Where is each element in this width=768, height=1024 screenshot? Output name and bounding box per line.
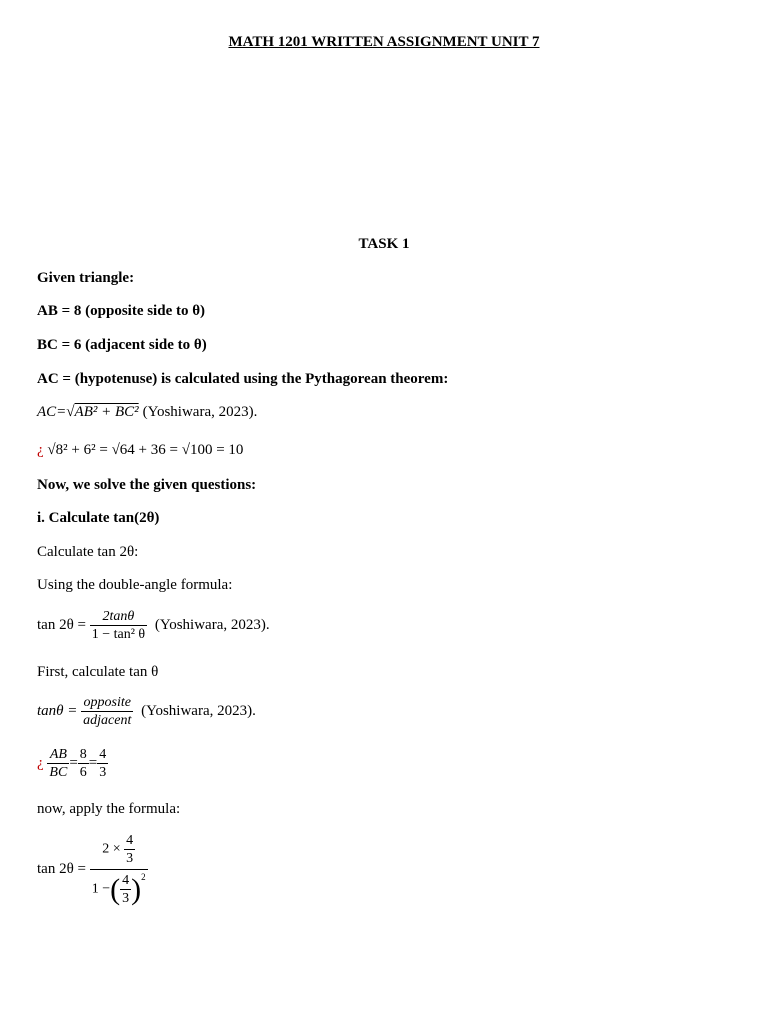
citation: (Yoshiwara, 2023). [142,404,258,420]
right-paren: ) [131,872,142,906]
applied-den-fraction [120,872,131,907]
ab-line: AB = 8 (opposite side to θ) [37,303,206,319]
tan-lhs: tanθ = [37,702,78,719]
double-angle-denominator: 1 − tan² θ [91,627,146,642]
eval-marker: ¿ [37,754,44,771]
ac-line: AC = (hypotenuse) is calculated using the Pythagorean theorem: [37,371,449,387]
tan-denominator: adjacent [83,713,132,728]
double-angle-formula [37,608,270,643]
given-label: Given triangle: [37,270,135,286]
pythagorean-lhs: AC= [37,404,67,420]
pythagorean-evaluation [37,442,243,459]
question-1-heading: i. Calculate tan(2θ) [37,510,160,526]
applied-main-fraction [90,832,148,907]
ratio-numerator: 4 [99,747,107,762]
double-angle-fraction [90,608,147,643]
applied-num-frac-numerator: 4 [126,833,134,848]
applied-lhs: tan 2θ = [37,861,86,877]
pythagorean-radicand: AB² + BC² [74,404,139,420]
left-paren: ( [110,872,121,906]
ratio-denominator: 3 [99,765,107,780]
ratio-evaluation [37,746,108,781]
applied-den-prefix: 1 − [91,881,111,897]
applied-num-prefix: 2 × [102,841,121,857]
document-title: MATH 1201 WRITTEN ASSIGNMENT UNIT 7 [228,34,540,50]
ratio-denominator: BC [49,765,68,780]
solve-heading: Now, we solve the given questions: [37,477,257,493]
apply-formula-line: now, apply the formula: [37,801,181,817]
ratio-numerator: AB [47,746,69,764]
pythagorean-formula [37,404,257,421]
applied-num-fraction [124,832,135,867]
ratio-fraction-8-6 [78,746,89,781]
double-angle-intro: Using the double-angle formula: [37,577,233,593]
tan-definition-formula [37,694,256,729]
tan-numerator: opposite [81,694,133,712]
applied-num-frac-denominator: 3 [126,851,134,866]
task-heading: TASK 1 [358,236,410,252]
tan-fraction [81,694,133,729]
pythagorean-eval-text: √8² + 6² = √64 + 36 = √100 = 10 [47,442,244,458]
eval-marker: ¿ [37,442,44,458]
applied-den-exponent: 2 [141,872,146,882]
ratio-fraction-ab-bc [47,746,69,781]
applied-den-frac-numerator: 4 [122,873,130,888]
applied-formula [37,832,148,907]
first-calc-line: First, calculate tan θ [37,664,159,680]
ratio-fraction-4-3 [97,746,108,781]
double-angle-numerator: 2tanθ [90,608,147,626]
ratio-denominator: 6 [79,765,87,780]
applied-denominator [90,870,148,907]
equals-sign: = [88,754,98,771]
bc-line: BC = 6 (adjacent side to θ) [37,337,207,353]
equals-sign: = [69,754,78,771]
applied-numerator [90,832,148,870]
citation: (Yoshiwara, 2023). [154,616,270,633]
citation: (Yoshiwara, 2023). [141,702,256,719]
double-angle-lhs: tan 2θ = [37,616,86,633]
calc-tan2-line: Calculate tan 2θ: [37,544,139,560]
applied-den-frac-denominator: 3 [122,891,130,906]
sqrt-sign: √ [66,404,75,420]
ratio-numerator: 8 [79,747,87,762]
